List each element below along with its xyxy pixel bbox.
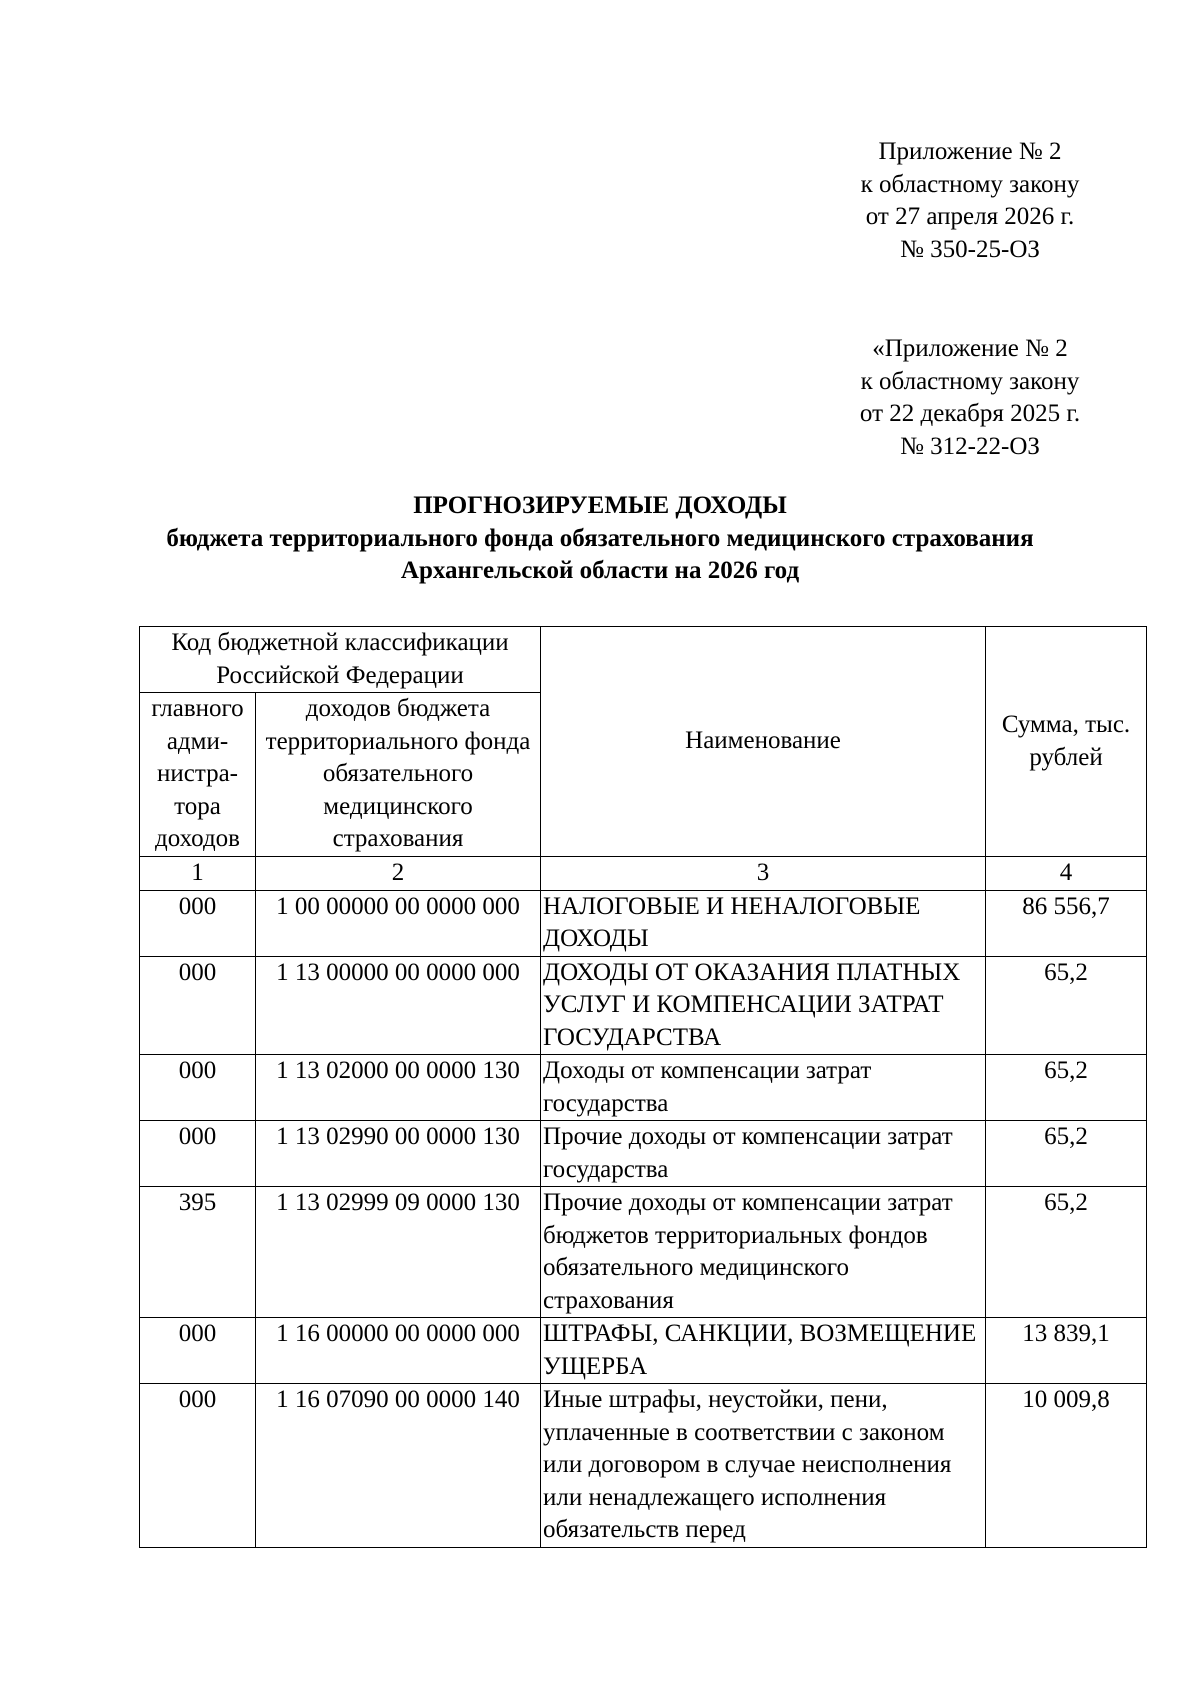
cell-revenue-code: 1 13 02990 00 0000 130: [256, 1121, 541, 1187]
annex-line: № 312-22-ОЗ: [900, 432, 1040, 460]
title-line-1: ПРОГНОЗИРУЕМЫЕ ДОХОДЫ: [413, 492, 787, 519]
table-row: [140, 1055, 1147, 1121]
cell-revenue-code: 1 00 00000 00 0000 000: [256, 890, 541, 956]
header-name: Наименование: [541, 627, 986, 857]
cell-admin-code: 000: [140, 956, 256, 1055]
cell-name: Иные штрафы, неустойки, пени, уплаченные в соответствии с законом или договором в случае неисполнения или ненадлежащего исполнения обязательств перед: [541, 1384, 986, 1548]
cell-admin-code: 000: [140, 1384, 256, 1548]
cell-admin-code: 000: [140, 890, 256, 956]
column-number: 3: [541, 857, 986, 891]
table-row: [140, 1318, 1147, 1384]
header-kbk-group: Код бюджетной классификации Российской Федерации: [140, 627, 541, 693]
table-row: [140, 1121, 1147, 1187]
annex-reference-current: [830, 136, 1110, 266]
cell-name: НАЛОГОВЫЕ И НЕНАЛОГОВЫЕ ДОХОДЫ: [541, 890, 986, 956]
table-row: [140, 956, 1147, 1055]
column-number: 4: [986, 857, 1147, 891]
header-revenue-code: доходов бюджета территориального фонда обязательного медицинского страхования: [256, 693, 541, 857]
title-line-3: Архангельской области на 2026 год: [400, 557, 800, 584]
cell-sum: 13 839,1: [986, 1318, 1147, 1384]
cell-admin-code: 000: [140, 1121, 256, 1187]
table-row: [140, 1384, 1147, 1548]
header-admin: главного адми-нистра-тора доходов: [140, 693, 256, 857]
table-row: [140, 890, 1147, 956]
cell-revenue-code: 1 13 00000 00 0000 000: [256, 956, 541, 1055]
annex-line: к областному закону: [860, 367, 1080, 395]
cell-name: Прочие доходы от компенсации затрат бюджетов территориальных фондов обязательного медицинского страхования: [541, 1187, 986, 1318]
annex-reference-previous: [830, 333, 1110, 463]
cell-sum: 86 556,7: [986, 890, 1147, 956]
annex-line: «Приложение № 2: [872, 335, 1068, 362]
annex-line: от 22 декабря 2025 г.: [859, 400, 1081, 427]
table-body: [140, 890, 1147, 1547]
title-line-2: бюджета территориального фонда обязательного медицинского страхования: [166, 524, 1034, 552]
cell-sum: 65,2: [986, 1055, 1147, 1121]
cell-sum: 65,2: [986, 1187, 1147, 1318]
cell-admin-code: 000: [140, 1055, 256, 1121]
cell-sum: 65,2: [986, 956, 1147, 1055]
cell-revenue-code: 1 13 02999 09 0000 130: [256, 1187, 541, 1318]
annex-line: Приложение № 2: [878, 138, 1062, 165]
cell-name: Доходы от компенсации затрат государства: [541, 1055, 986, 1121]
cell-name: Прочие доходы от компенсации затрат государства: [541, 1121, 986, 1187]
annex-line: № 350-25-ОЗ: [900, 235, 1040, 263]
column-number: 2: [256, 857, 541, 891]
cell-sum: 10 009,8: [986, 1384, 1147, 1548]
column-number: 1: [140, 857, 256, 891]
cell-revenue-code: 1 16 00000 00 0000 000: [256, 1318, 541, 1384]
cell-revenue-code: 1 16 07090 00 0000 140: [256, 1384, 541, 1548]
cell-revenue-code: 1 13 02000 00 0000 130: [256, 1055, 541, 1121]
annex-line: от 27 апреля 2026 г.: [865, 203, 1075, 230]
document-title: [0, 490, 1200, 588]
header-sum: Сумма, тыс. рублей: [986, 627, 1147, 857]
cell-name: ШТРАФЫ, САНКЦИИ, ВОЗМЕЩЕНИЕ УЩЕРБА: [541, 1318, 986, 1384]
revenue-table: [139, 626, 1147, 1548]
table-header: [140, 627, 1147, 891]
table-row: [140, 1187, 1147, 1318]
cell-admin-code: 000: [140, 1318, 256, 1384]
cell-sum: 65,2: [986, 1121, 1147, 1187]
cell-name: ДОХОДЫ ОТ ОКАЗАНИЯ ПЛАТНЫХ УСЛУГ И КОМПЕНСАЦИИ ЗАТРАТ ГОСУДАРСТВА: [541, 956, 986, 1055]
annex-line: к областному закону: [860, 170, 1080, 198]
cell-admin-code: 395: [140, 1187, 256, 1318]
